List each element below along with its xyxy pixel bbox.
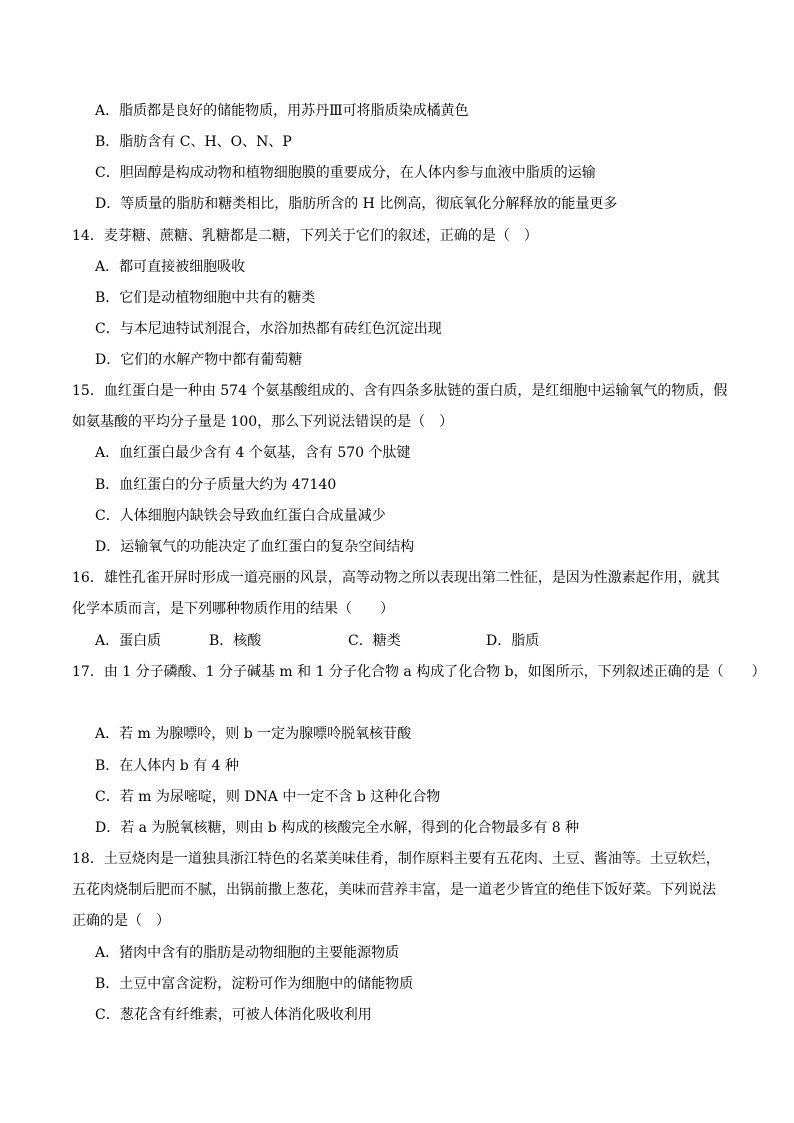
q18-stem-line-3: 正确的是（ ） [72, 913, 170, 929]
q16-option-b: B．核酸 [209, 633, 262, 649]
q14-option-b: B．它们是动植物细胞中共有的糖类 [95, 290, 316, 306]
q18-stem-line-2: 五花肉烧制后肥而不腻，出锅前撒上葱花，美味而营养丰富，是一道老少皆宜的绝佳下饭好菜。下列说法 [72, 882, 716, 898]
q17-option-a: A．若 m 为腺嘌呤，则 b 一定为腺嘌呤脱氧核苷酸 [95, 726, 412, 742]
q17-stem: 17．由 1 分子磷酸、1 分子碱基 m 和 1 分子化合物 a 构成了化合物 b，如图所示，下列叙述正确的是（ ） [72, 664, 766, 680]
q15-option-a: A．血红蛋白最少含有 4 个氨基，含有 570 个肽键 [95, 445, 411, 461]
q18-stem-line-1: 18．土豆烧肉是一道独具浙江特色的名菜美味佳肴，制作原料主要有五花肉、土豆、酱油等。土豆软烂， [72, 851, 720, 867]
q13-option-d: D．等质量的脂肪和糖类相比，脂肪所含的 H 比例高，彻底氧化分解释放的能量更多 [95, 196, 618, 212]
q16-stem-line-1: 16．雄性孔雀开屏时形成一道亮丽的风景，高等动物之所以表现出第二性征，是因为性激素起作用，就其 [72, 570, 720, 586]
q14-option-c: C．与本尼迪特试剂混合，水浴加热都有砖红色沉淀出现 [95, 321, 442, 337]
q17-option-b: B．在人体内 b 有 4 种 [95, 758, 239, 774]
q17-figure-area [72, 684, 722, 720]
q17-option-c: C．若 m 为尿嘧啶，则 DNA 中一定不含 b 这种化合物 [95, 789, 441, 805]
q14-option-a: A．都可直接被细胞吸收 [95, 259, 246, 275]
q14-stem: 14．麦芽糖、蔗糖、乳糖都是二糖，下列关于它们的叙述，正确的是（ ） [72, 228, 538, 244]
q18-option-b: B．土豆中富含淀粉，淀粉可作为细胞中的储能物质 [95, 976, 414, 992]
q13-option-c: C．胆固醇是构成动物和植物细胞膜的重要成分，在人体内参与血液中脂质的运输 [95, 165, 596, 181]
q15-option-d: D．运输氧气的功能决定了血红蛋白的复杂空间结构 [95, 539, 415, 555]
q15-option-c: C．人体细胞内缺铁会导致血红蛋白合成量减少 [95, 508, 386, 524]
q16-option-d: D．脂质 [486, 633, 540, 649]
q18-option-a: A．猪肉中含有的脂肪是动物细胞的主要能源物质 [95, 945, 400, 961]
q13-option-b: B．脂肪含有 C、H、O、N、P [95, 134, 292, 150]
q16-option-a: A．蛋白质 [95, 633, 162, 649]
q13-option-a: A．脂质都是良好的储能物质，用苏丹Ⅲ可将脂质染成橘黄色 [95, 103, 469, 119]
q16-stem-line-2: 化学本质而言，是下列哪种物质作用的结果（ ） [72, 601, 394, 617]
q14-option-d: D．它们的水解产物中都有葡萄糖 [95, 352, 303, 368]
q16-option-c: C．糖类 [348, 633, 401, 649]
q16-options-row [0, 631, 794, 651]
q15-stem-line-2: 如氨基酸的平均分子量是 100，那么下列说法错误的是（ ） [72, 414, 454, 430]
q15-option-b: B．血红蛋白的分子质量大约为 47140 [95, 477, 337, 493]
q18-option-c: C．葱花含有纤维素，可被人体消化吸收利用 [95, 1007, 372, 1023]
q15-stem-line-1: 15．血红蛋白是一种由 574 个氨基酸组成的、含有四条多肽链的蛋白质，是红细胞中运输氧气的物质，假 [72, 383, 728, 399]
q17-option-d: D．若 a 为脱氧核糖，则由 b 构成的核酸完全水解，得到的化合物最多有 8 种 [95, 820, 580, 836]
